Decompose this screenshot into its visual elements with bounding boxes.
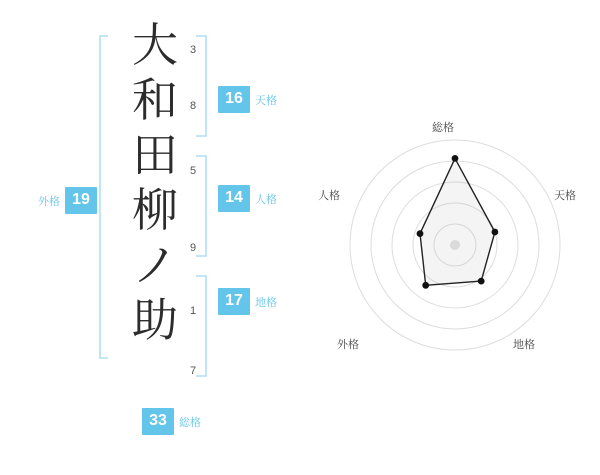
chikaku-label: 地格 xyxy=(255,296,277,309)
stroke-count: 5 xyxy=(190,165,197,177)
badge-jinkaku xyxy=(218,185,277,212)
gaikaku-label: 外格 xyxy=(38,195,60,208)
axis-label-chikaku: 地格 xyxy=(513,339,535,351)
kanji-column xyxy=(122,18,188,348)
stroke-count: 7 xyxy=(190,365,197,377)
badge-gaikaku xyxy=(38,187,97,214)
gaikaku-value: 19 xyxy=(65,187,97,214)
axis-label-tenkaku: 天格 xyxy=(554,190,576,202)
kanji-char: 柳 xyxy=(132,183,178,237)
soukaku-value: 33 xyxy=(142,408,174,435)
jinkaku-value: 14 xyxy=(218,185,250,212)
kanji-char: 助 xyxy=(132,293,178,347)
tenkaku-label: 天格 xyxy=(255,94,277,107)
stroke-count: 9 xyxy=(190,242,197,254)
kanji-char: 田 xyxy=(132,128,178,182)
kanji-char: 和 xyxy=(132,73,178,127)
badge-chikaku xyxy=(218,288,277,315)
axis-label-soukaku: 総格 xyxy=(432,122,454,134)
chikaku-value: 17 xyxy=(218,288,250,315)
stroke-count: 3 xyxy=(190,44,197,56)
stroke-count: 1 xyxy=(190,305,197,317)
kanji-char: ノ xyxy=(132,238,178,292)
badge-tenkaku xyxy=(218,86,277,113)
kanji-char: 大 xyxy=(132,18,178,72)
stroke-count: 8 xyxy=(190,100,197,112)
radar-chart-svg xyxy=(310,0,600,470)
axis-label-jinkaku: 人格 xyxy=(318,190,340,202)
badge-soukaku xyxy=(142,408,201,435)
radar-chart xyxy=(310,0,600,470)
tenkaku-value: 16 xyxy=(218,86,250,113)
soukaku-label: 総格 xyxy=(179,416,201,429)
jinkaku-label: 人格 xyxy=(255,193,277,206)
axis-label-gaikaku: 外格 xyxy=(337,339,359,351)
